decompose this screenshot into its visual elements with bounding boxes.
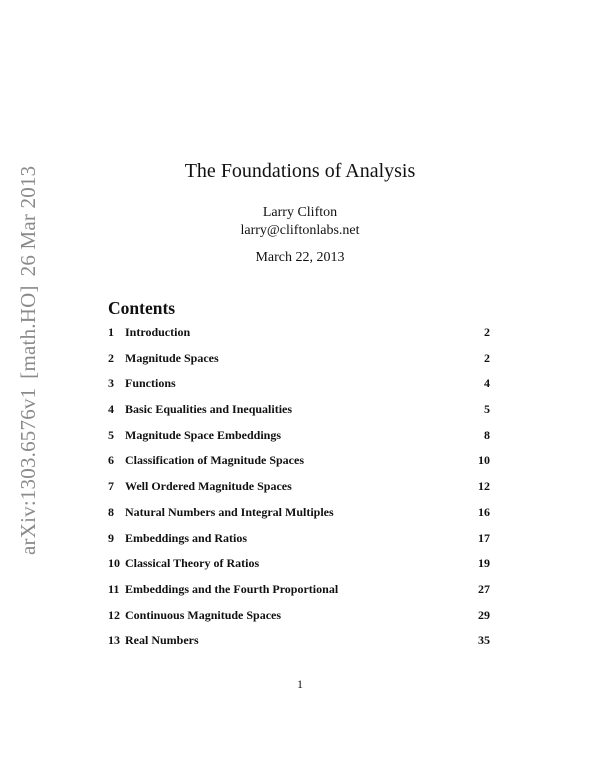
toc-page: 35 (478, 633, 490, 648)
toc-page: 2 (484, 350, 490, 365)
toc-title: Magnitude Spaces (125, 350, 219, 365)
toc-title: Natural Numbers and Integral Multiples (125, 504, 334, 519)
toc-page: 4 (484, 376, 490, 391)
toc-entry[interactable] (108, 531, 490, 557)
toc-title: Embeddings and Ratios (125, 530, 248, 545)
toc-entry[interactable] (108, 453, 490, 479)
toc-page: 10 (478, 453, 490, 468)
toc-number: 1 (108, 325, 114, 339)
toc-number: 7 (108, 479, 114, 494)
toc-title: Classical Theory of Ratios (125, 556, 260, 571)
toc-number: 13 (108, 633, 120, 648)
table-of-contents (108, 325, 490, 659)
toc-page: 17 (478, 530, 490, 545)
toc-number: 6 (108, 453, 114, 468)
author-name: Larry Clifton (262, 205, 338, 220)
toc-number: 8 (108, 504, 114, 519)
contents-heading: Contents (108, 298, 176, 318)
toc-title: Introduction (125, 325, 191, 339)
toc-title: Basic Equalities and Inequalities (125, 402, 293, 417)
toc-page: 5 (484, 402, 490, 417)
toc-number: 2 (108, 350, 114, 365)
arxiv-id: arXiv:1303.6576v1 (16, 387, 40, 555)
toc-title: Functions (125, 376, 176, 391)
toc-page: 29 (478, 607, 490, 622)
paper-date: March 22, 2013 (255, 250, 345, 265)
toc-number: 5 (108, 427, 114, 442)
author-email: larry@cliftonlabs.net (240, 223, 360, 238)
toc-entry[interactable] (108, 376, 490, 402)
toc-page: 16 (478, 504, 490, 519)
toc-entry[interactable] (108, 556, 490, 582)
toc-number: 3 (108, 376, 114, 391)
toc-number: 10 (108, 556, 120, 571)
toc-title: Well Ordered Magnitude Spaces (125, 479, 292, 494)
toc-page: 12 (478, 479, 490, 494)
arxiv-date: 26 Mar 2013 (16, 165, 40, 277)
toc-page: 2 (484, 325, 490, 339)
toc-entry[interactable] (108, 633, 490, 659)
page-number: 1 (297, 677, 303, 691)
arxiv-category: [math.HO] (16, 285, 40, 379)
toc-entry[interactable] (108, 351, 490, 377)
toc-page: 19 (478, 556, 490, 571)
toc-entry[interactable] (108, 325, 490, 351)
toc-title: Magnitude Space Embeddings (125, 427, 282, 442)
toc-number: 4 (108, 402, 114, 417)
toc-number: 11 (108, 581, 120, 596)
toc-number: 12 (108, 607, 120, 622)
toc-title: Embeddings and the Fourth Proportional (125, 581, 339, 596)
toc-entry[interactable] (108, 402, 490, 428)
toc-entry[interactable] (108, 505, 490, 531)
toc-entry[interactable] (108, 428, 490, 454)
toc-title: Real Numbers (125, 633, 199, 648)
toc-entry[interactable] (108, 608, 490, 634)
toc-entry[interactable] (108, 479, 490, 505)
toc-entry[interactable] (108, 582, 490, 608)
toc-title: Continuous Magnitude Spaces (125, 607, 282, 622)
toc-number: 9 (108, 530, 114, 545)
toc-page: 27 (478, 581, 490, 596)
toc-title: Classification of Magnitude Spaces (125, 453, 305, 468)
toc-page: 8 (484, 427, 490, 442)
paper-title: The Foundations of Analysis (184, 160, 416, 182)
